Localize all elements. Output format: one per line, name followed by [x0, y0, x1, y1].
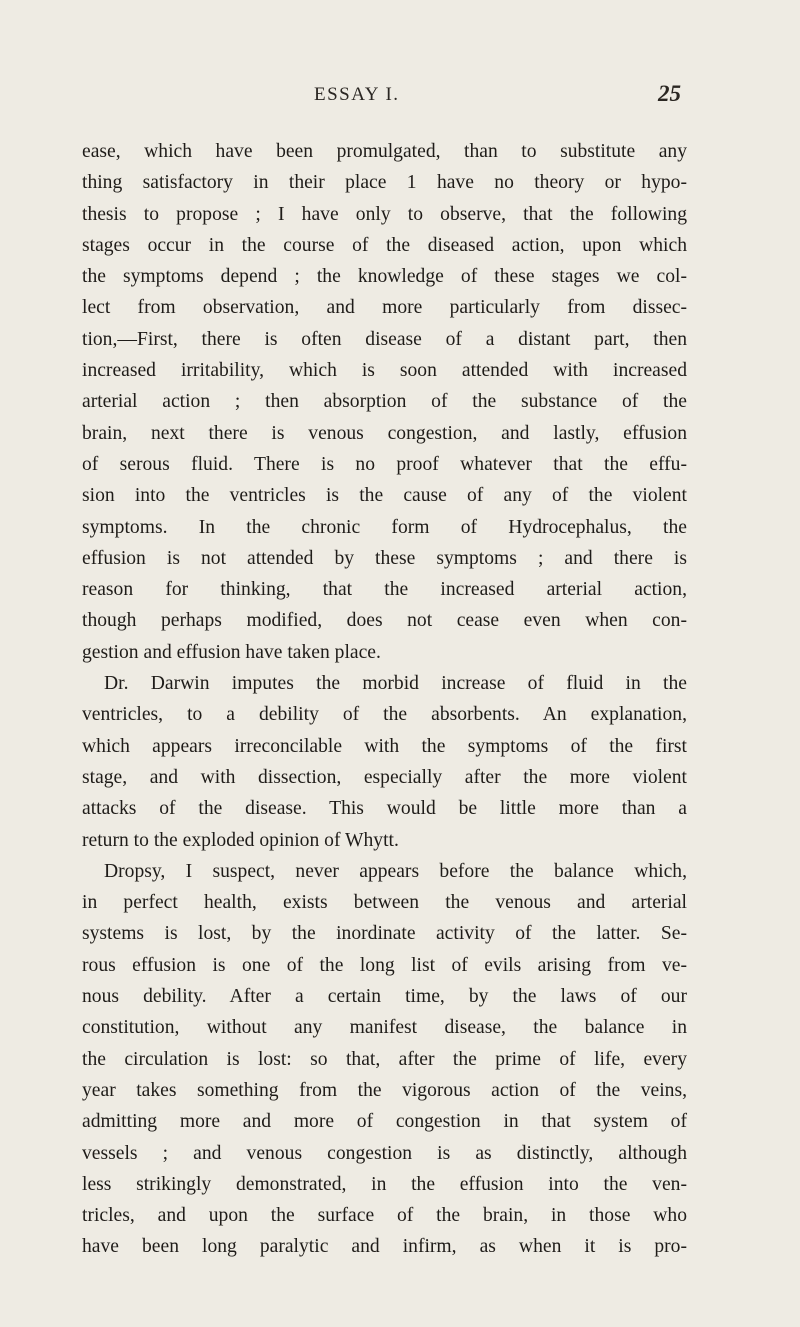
text-line: increased irritability, which is soon attended with increased — [82, 360, 687, 382]
text-line: return to the exploded opinion of Whytt. — [82, 829, 399, 851]
text-line: vessels ; and venous congestion is as distinctly, although — [82, 1142, 687, 1164]
text-line: the circulation is lost: so that, after the prime of life, every — [82, 1048, 687, 1070]
text-line: sion into the ventricles is the cause of any of the violent — [82, 485, 687, 507]
running-head — [135, 81, 685, 114]
running-title: ESSAY I. — [314, 84, 400, 105]
text-line: tion,—First, there is often disease of a distant part, then — [82, 328, 687, 350]
text-line: effusion is not attended by these symptoms ; and there is — [82, 547, 687, 569]
text-line: gestion and effusion have taken place. — [82, 641, 381, 663]
text-line: stage, and with dissection, especially after the more violent — [82, 766, 687, 788]
text-line: Dropsy, I suspect, never appears before the balance which, — [104, 860, 687, 882]
text-line: arterial action ; then absorption of the substance of the — [82, 391, 687, 413]
text-line: the symptoms depend ; the knowledge of these stages we col- — [82, 266, 687, 288]
text-line: tricles, and upon the surface of the brain, in those who — [82, 1205, 687, 1227]
text-line: stages occur in the course of the diseased action, upon which — [82, 234, 687, 256]
text-line: of serous fluid. There is no proof whatever that the effu- — [82, 453, 687, 475]
text-line: in perfect health, exists between the venous and arterial — [82, 892, 687, 914]
text-line: which appears irreconcilable with the symptoms of the first — [82, 735, 687, 757]
body-text — [82, 136, 687, 1263]
text-line: though perhaps modified, does not cease even when con- — [82, 610, 687, 632]
text-line: nous debility. After a certain time, by the laws of our — [82, 986, 687, 1008]
text-line: Dr. Darwin imputes the morbid increase of fluid in the — [104, 673, 687, 695]
text-line: thesis to propose ; I have only to observe, that the following — [82, 203, 687, 225]
page-number: 25 — [658, 81, 681, 106]
text-line: year takes something from the vigorous action of the veins, — [82, 1079, 687, 1101]
text-line: lect from observation, and more particularly from dissec- — [82, 297, 687, 319]
text-line: systems is lost, by the inordinate activity of the latter. Se- — [82, 923, 687, 945]
text-line: reason for thinking, that the increased arterial action, — [82, 579, 687, 601]
text-line: rous effusion is one of the long list of evils arising from ve- — [82, 954, 687, 976]
text-line: have been long paralytic and infirm, as when it is pro- — [82, 1236, 687, 1258]
text-line: constitution, without any manifest disease, the balance in — [82, 1017, 687, 1039]
text-line: symptoms. In the chronic form of Hydrocephalus, the — [82, 516, 687, 538]
text-line: less strikingly demonstrated, in the effusion into the ven- — [82, 1173, 687, 1195]
text-line: ease, which have been promulgated, than to substitute any — [82, 141, 687, 162]
text-line: thing satisfactory in their place 1 have no theory or hypo- — [82, 172, 687, 194]
text-line: ventricles, to a debility of the absorbents. An explanation, — [82, 704, 687, 726]
text-line: admitting more and more of congestion in that system of — [82, 1111, 687, 1133]
text-line: attacks of the disease. This would be little more than a — [82, 798, 687, 820]
text-line: brain, next there is venous congestion, and lastly, effusion — [82, 422, 687, 444]
